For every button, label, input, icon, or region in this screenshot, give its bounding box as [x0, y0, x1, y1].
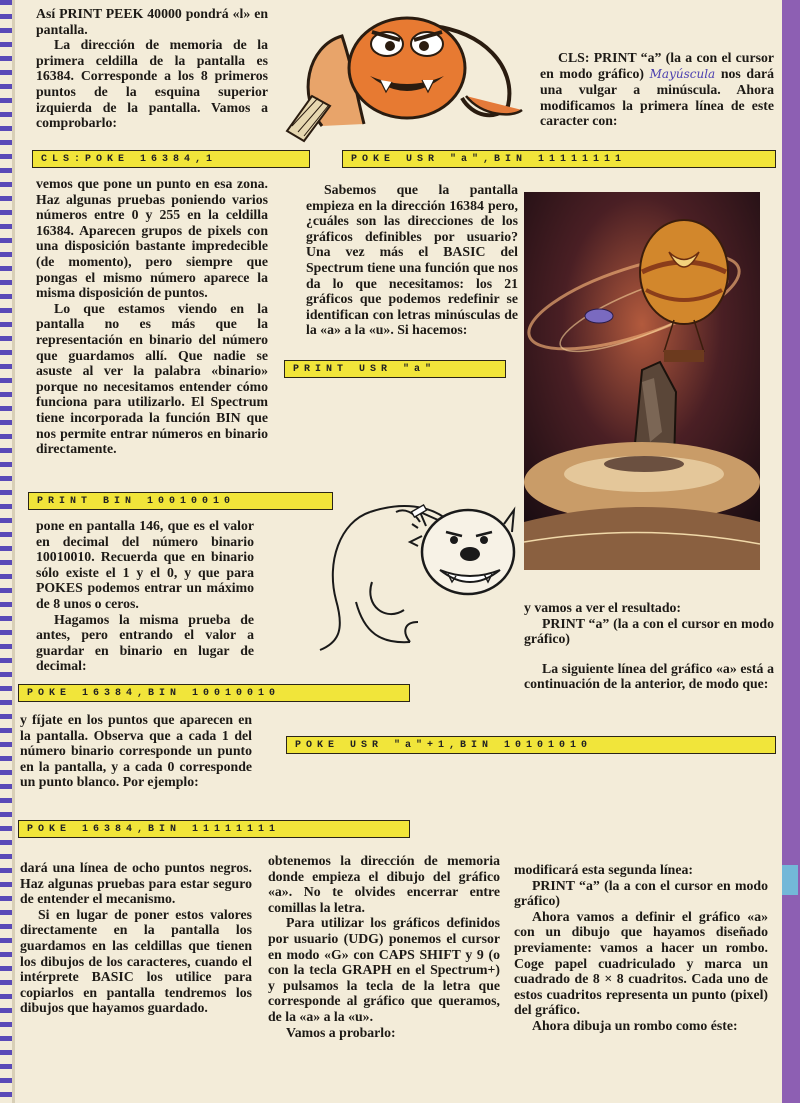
col3-p4: La siguiente línea del gráfico «a» está a continuación de la anterior, de modo que:: [524, 660, 774, 692]
col3-body-2: [514, 862, 768, 1034]
code-line-3: POKE 16384,BIN 10010010: [18, 684, 410, 702]
col1-p1: Así PRINT PEEK 40000 pondrá «l» en pantalla.: [36, 6, 268, 37]
col3-p8: Ahora dibuja un rombo como éste:: [532, 1017, 738, 1033]
page-edge-strip: [782, 0, 800, 1103]
code-line-4: POKE 16384,BIN 11111111: [18, 820, 410, 838]
col2-body-2: [268, 853, 500, 1040]
page-tab: [782, 865, 798, 895]
code-line-6: PRINT USR "a": [284, 360, 506, 378]
col1-p3: vemos que pone un punto en esa zona. Haz algunas pruebas poniendo varios números entre 0 y 255 en la celdilla 16384. Aparecen grupos de pixels con una disposición bastante impredecible (de momento), pero siempre que pongas el mismo número aparece la misma disposición de puntos.: [36, 176, 268, 301]
space-balloon-painting: [524, 192, 760, 570]
col1-p9: Si en lugar de poner estos valores directamente en la pantalla los guardamos en las celdillas que tienen los dibujos de los caracteres, cuando el intérprete BASIC los utilice para copiarlos en pantalla tendremos los dibujos que hayamos guardado.: [20, 906, 252, 1016]
col2-p4: Vamos a probarlo:: [286, 1024, 396, 1040]
col2-p2: obtenemos la dirección de memoria donde empieza el dibujo del gráfico «a». No te olvides encerrar entre comillas la letra.: [268, 853, 500, 915]
col2-p1: Sabemos que la pantalla empieza en la dirección 16384 pero, ¿cuáles son las direcciones de los gráficos definibles por usuario? Una vez más el BASIC del Spectrum tiene una función que nos da lo que necesitamos: los 21 gráficos que podemos redefinir se identifican con letras minúsculas de la «a» a la «u». Si hacemos:: [306, 182, 518, 338]
col1-body-3: [20, 712, 252, 790]
col1-intro: [36, 6, 268, 131]
col1-p7: y fíjate en los puntos que aparecen en la pantalla. Observa que a cada 1 del número binario corresponde un punto en la pantalla, y a cada 0 corresponde un punto blanco. Por ejemplo:: [20, 712, 252, 790]
col2-p3: Para utilizar los gráficos definidos por usuario (UDG) ponemos el cursor en modo «G» con CAPS SHIFT y 9 (o con la tecla GRAPH en el Spectrum+) y pulsamos la tecla de la letra que corresponde al gráfico que queramos, de la «a» a la «u».: [268, 915, 500, 1024]
binding-edge: [12, 0, 15, 1103]
col1-body-4: [20, 860, 252, 1016]
col3-intro: [540, 50, 774, 129]
handwritten-note: Mayúscula: [649, 66, 716, 81]
col3-p6: PRINT “a” (la a con el cursor en modo gráfico): [514, 877, 768, 909]
col3-p2: y vamos a ver el resultado:: [524, 600, 681, 615]
col3-p1b: nos dará una vulgar a minúscula. Ahora modificamos la primera línea de este caracter con:: [540, 65, 775, 129]
col1-p6: Hagamos la misma prueba de antes, pero entrando el valor a guardar en binario en lugar de decimal:: [36, 611, 254, 674]
code-line-5: POKE USR "a",BIN 11111111: [342, 150, 776, 168]
col1-body-2: [36, 518, 254, 674]
cartoon-creature-illustration: [282, 6, 544, 146]
col1-body: [36, 176, 268, 457]
col3-p5: modificará esta segunda línea:: [514, 862, 693, 877]
col3-p1a: CLS: PRINT “a” (la a con el cursor en modo gráfico): [540, 50, 774, 81]
col1-p5: pone en pantalla 146, que es el valor en decimal del número binario 10010010. Recuerda que en binario sólo existe el 1 y el 0, y que para POKES podemos entrar un máximo de 8 unos o ceros.: [36, 518, 254, 611]
col2-body: [306, 182, 518, 338]
spiral-binding: [0, 0, 12, 1103]
code-line-2: PRINT BIN 10010010: [28, 492, 333, 510]
col1-p4: Lo que estamos viendo en la pantalla no es más que la representación en binario del número que guardamos allí. Que nadie se asuste al ver la palabra «binario» porque no necesitamos entender cómo funciona para utilizarlo. El Spectrum tiene incorporada la función BIN que nos permite entrar números en binario directamente.: [36, 300, 268, 457]
col3-p7: Ahora vamos a definir el gráfico «a» con un dibujo que hayamos diseñado previamente: vamos a hacer un rombo. Coge papel cuadriculado y marca un cuadrado de 8 × 8 cuadritos. Cada uno de estos cuadritos representa un punto (pixel) del gráfico.: [514, 908, 768, 1018]
col1-p8: dará una línea de ocho puntos negros. Haz algunas pruebas para estar seguro de entender el mecanismo.: [20, 860, 252, 907]
col3-body: [524, 600, 774, 692]
code-line-7: POKE USR "a"+1,BIN 10101010: [286, 736, 776, 754]
code-line-1: CLS:POKE 16384,1: [32, 150, 310, 168]
col1-p2: La dirección de memoria de la primera celdilla de la pantalla es 16384. Corresponde a los 8 primeros puntos de la esquina superior izquierda de la pantalla. Vamos a comprobarlo:: [36, 37, 268, 131]
bulldog-cartoon-illustration: [300, 482, 526, 660]
col3-p3: PRINT “a” (la a con el cursor en modo gráfico): [524, 615, 774, 647]
